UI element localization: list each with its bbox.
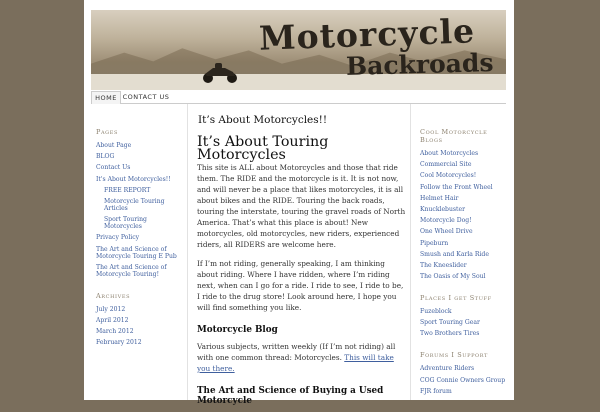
blogroll-link[interactable]: Cool Motorcycles! — [420, 172, 477, 180]
right-sidebar — [420, 128, 510, 409]
blogroll-link[interactable]: The Kneeslider — [420, 261, 467, 269]
blogroll-link[interactable]: Commercial Site — [420, 161, 472, 169]
blogs-widget-title: Cool Motorcycle Blogs — [420, 128, 488, 144]
blog-section-heading: Motorcycle Blog — [197, 325, 278, 335]
stuff-link[interactable]: Fuzeblock — [420, 308, 452, 316]
pages-widget-title: Pages — [96, 128, 119, 136]
blogroll-list — [420, 150, 510, 280]
page-link-free-report[interactable]: FREE REPORT — [104, 186, 151, 194]
page-link-art-science-epub[interactable]: The Art and Science of Motorcycle Touring E Pub — [96, 245, 177, 260]
page-link-about-motorcycles[interactable]: It's About Motorcycles!! — [96, 175, 171, 183]
article-heading: It’s About Touring Motorcycles — [197, 134, 329, 163]
tab-contact-us[interactable]: CONTACT US — [122, 93, 170, 101]
page-link-privacy[interactable]: Privacy Policy — [96, 234, 140, 242]
art-section-heading: The Art and Science of Buying a Used Motorcycle — [197, 386, 384, 406]
forums-widget-title: Forums I Support — [420, 351, 488, 360]
forum-link[interactable]: COG Connie Owners Group — [420, 376, 506, 384]
stuff-link[interactable]: Two Brothers Tires — [420, 330, 480, 338]
stuff-widget-title: Places I get Stuff — [420, 294, 492, 303]
archive-link[interactable]: March 2012 — [96, 328, 134, 336]
stuff-link[interactable]: Sport Touring Gear — [420, 319, 480, 327]
site-title-line2: Backroads — [345, 48, 494, 81]
stuff-list — [420, 308, 510, 337]
pages-list — [96, 142, 184, 278]
page-container — [84, 0, 514, 406]
archive-link[interactable]: February 2012 — [96, 339, 142, 347]
blogroll-link[interactable]: Smush and Karla Ride — [420, 250, 489, 258]
blog-description: Various subjects, written weekly (If I’m not riding) all with one common thread: Motorcycles. — [197, 342, 396, 362]
site-header-banner[interactable] — [91, 10, 506, 90]
archives-list — [96, 306, 184, 347]
left-sidebar — [96, 128, 184, 360]
blogroll-link[interactable]: Motorcycle Dog! — [420, 217, 472, 225]
forums-list — [420, 365, 510, 394]
main-content — [187, 104, 411, 406]
blogroll-link[interactable]: The Oasis of My Soul — [420, 273, 486, 281]
blogroll-link[interactable]: One Wheel Drive — [420, 228, 473, 236]
page-link-about[interactable]: About Page — [96, 142, 132, 149]
blogroll-link[interactable]: Pipeburn — [420, 239, 449, 247]
forum-link[interactable]: FJR forum — [420, 387, 452, 395]
forum-link[interactable]: Adventure Riders — [420, 365, 475, 373]
archive-link[interactable]: July 2012 — [96, 305, 126, 313]
motorcycle-icon — [199, 62, 241, 84]
page-link-touring-articles[interactable]: Motorcycle Touring Articles — [104, 197, 165, 212]
intro-paragraph: This site is ALL about Motorcycles and those that ride them. The RIDE and the motorcycle is it. It is not now, and will never be a place that likes motorcycles, it is all about bikes and the RIDE. Touring the back roads, touring the interstate, touring the gravel roads of North America. That’s what this place is about! New motorcycles, old motorcycles, new riders, experienced riders, all RIDERS are welcome here. — [197, 163, 406, 249]
archive-link[interactable]: April 2012 — [96, 316, 129, 324]
main-nav — [91, 91, 506, 104]
page-link-sport-touring[interactable]: Sport Touring Motorcycles — [104, 216, 147, 231]
tab-home[interactable]: HOME — [91, 91, 121, 104]
blogroll-link[interactable]: About Motorcycles — [420, 150, 479, 157]
blogroll-link[interactable]: Helmet Hair — [420, 194, 459, 202]
blogroll-link[interactable]: Knucklebuster — [420, 205, 465, 213]
page-link-contact[interactable]: Contact Us — [96, 164, 131, 172]
page-title: It’s About Motorcycles!! — [198, 114, 328, 126]
archives-widget-title: Archives — [96, 291, 131, 300]
riding-paragraph: If I’m not riding, generally speaking, I am thinking about riding. Where I have ridden, where I’m riding next, when can I go for a ride. I ride to see, I ride to be, I ride to the drug store! Look around here, I hope you will find something you like. — [197, 259, 404, 312]
site-title-line1: Motorcycle — [258, 11, 476, 58]
blog-link[interactable]: This will take you there. — [197, 353, 394, 373]
blog-paragraph — [197, 341, 407, 374]
page-link-blog[interactable]: BLOG — [96, 153, 115, 161]
blogroll-link[interactable]: Follow the Front Wheel — [420, 183, 493, 191]
page-link-art-science[interactable]: The Art and Science of Motorcycle Touring! — [96, 263, 167, 278]
